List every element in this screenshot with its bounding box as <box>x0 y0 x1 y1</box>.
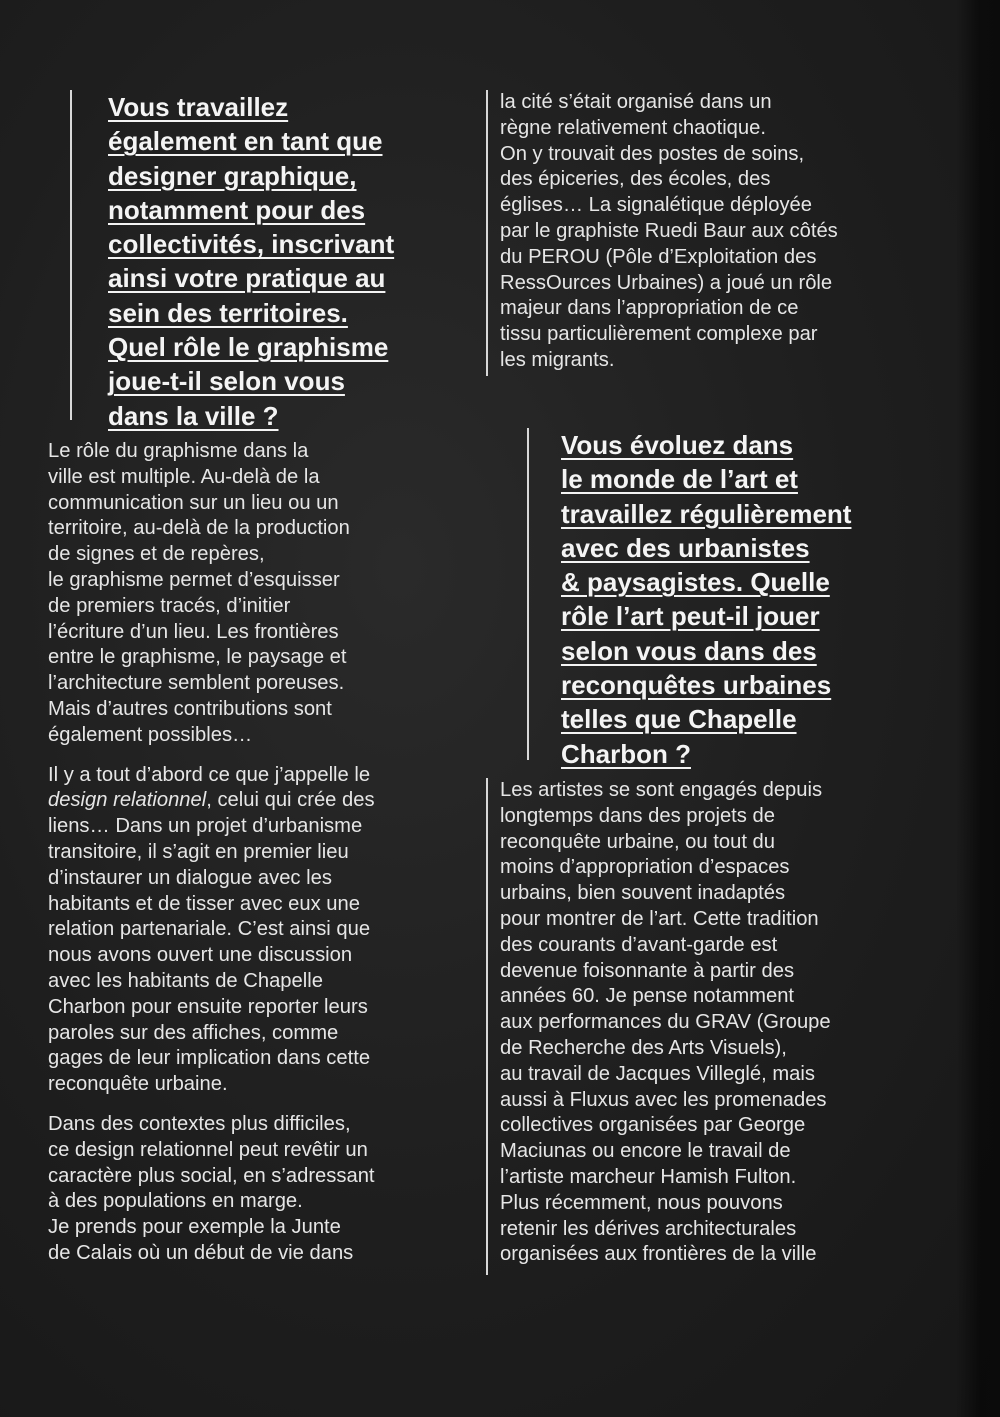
left-question: Vous travaillez également en tant que designer graphique, notamment pour des collectivités, inscrivant ainsi votre pratique au sein des territoires. Quel rôle le graphisme joue-t-il selon vous dans la ville ? <box>108 92 395 431</box>
design-relationnel-emphasis: design relationnel <box>48 789 207 812</box>
right-question-block <box>527 428 941 769</box>
book-spine-shadow <box>956 0 1000 1417</box>
right-continued-text: la cité s’était organisé dans un règne relativement chaotique. On y trouvait des postes de soins, des épiceries, des écoles, des églises… La signalétique déployée par le graphiste Ruedi Baur aux côtés du PEROU (Pôle d’Exploitation des RessOurces Urbaines) a joué un rôle majeur dans l’appropriation de ce tissu particulièrement complexe par les migrants. <box>500 91 838 371</box>
left-paragraph-1: Le rôle du graphisme dans la ville est multiple. Au-delà de la communication sur un lieu ou un territoire, au-delà de la production de signes et de repères, le graphisme permet d’esquisser de premiers tracés, d’initier l’écriture d’un lieu. Les frontières entre le graphisme, le paysage et l’architecture semblent poreuses. Mais d’autres contributions sont également possibles… <box>48 440 350 746</box>
left-paragraph-2 <box>48 763 473 1098</box>
left-answer-column <box>48 439 473 1267</box>
left-paragraph-3: Dans des contextes plus difficiles, ce design relationnel peut revêtir un caractère plus social, en s’adressant à des populations en marge. Je prends pour exemple la Junte de Calais où un début de vie dans <box>48 1112 375 1264</box>
right-answer-block <box>486 778 930 1275</box>
right-answer-text: Les artistes se sont engagés depuis longtemps dans des projets de reconquête urbaine, ou tout du moins d’appropriation d’espaces urbains, bien souvent inadaptés pour montrer de l’art. Cette tradition des courants d’avant-garde est devenue foisonnante à partir des années 60. Je pense notamment aux performances du GRAV (Groupe de Recherche des Arts Visuels), au travail de Jacques Villeglé, mais aussi à Fluxus avec les promenades collectives organisées par George Maciunas ou encore le travail de l’artiste marcheur Hamish Fulton. Plus récemment, nous pouvons retenir les dérives architecturales organisées aux frontières de la ville <box>500 779 831 1266</box>
left-paragraph-2-rest: , celui qui crée des liens… Dans un projet d’urbanisme transitoire, il s’agit en premier lieu d’instaurer un dialogue avec les habitants et de tisser avec eux une relation partenariale. C’est ainsi que nous avons ouvert une discussion avec les habitants de Chapelle Charbon pour ensuite reporter leurs paroles sur des affiches, comme gages de leur implication dans cette reconquête urbaine. <box>48 789 375 1096</box>
left-question-block <box>70 90 478 431</box>
right-continued-block <box>486 90 930 376</box>
right-question: Vous évoluez dans le monde de l’art et travaillez régulièrement avec des urbanistes & paysagistes. Quelle rôle l’art peut-il jouer selon vous dans des reconquêtes urbaines telles que Chapelle Charbon ? <box>561 430 852 769</box>
left-paragraph-2-prefix: Il y a tout d’abord ce que j’appelle le <box>48 763 371 786</box>
